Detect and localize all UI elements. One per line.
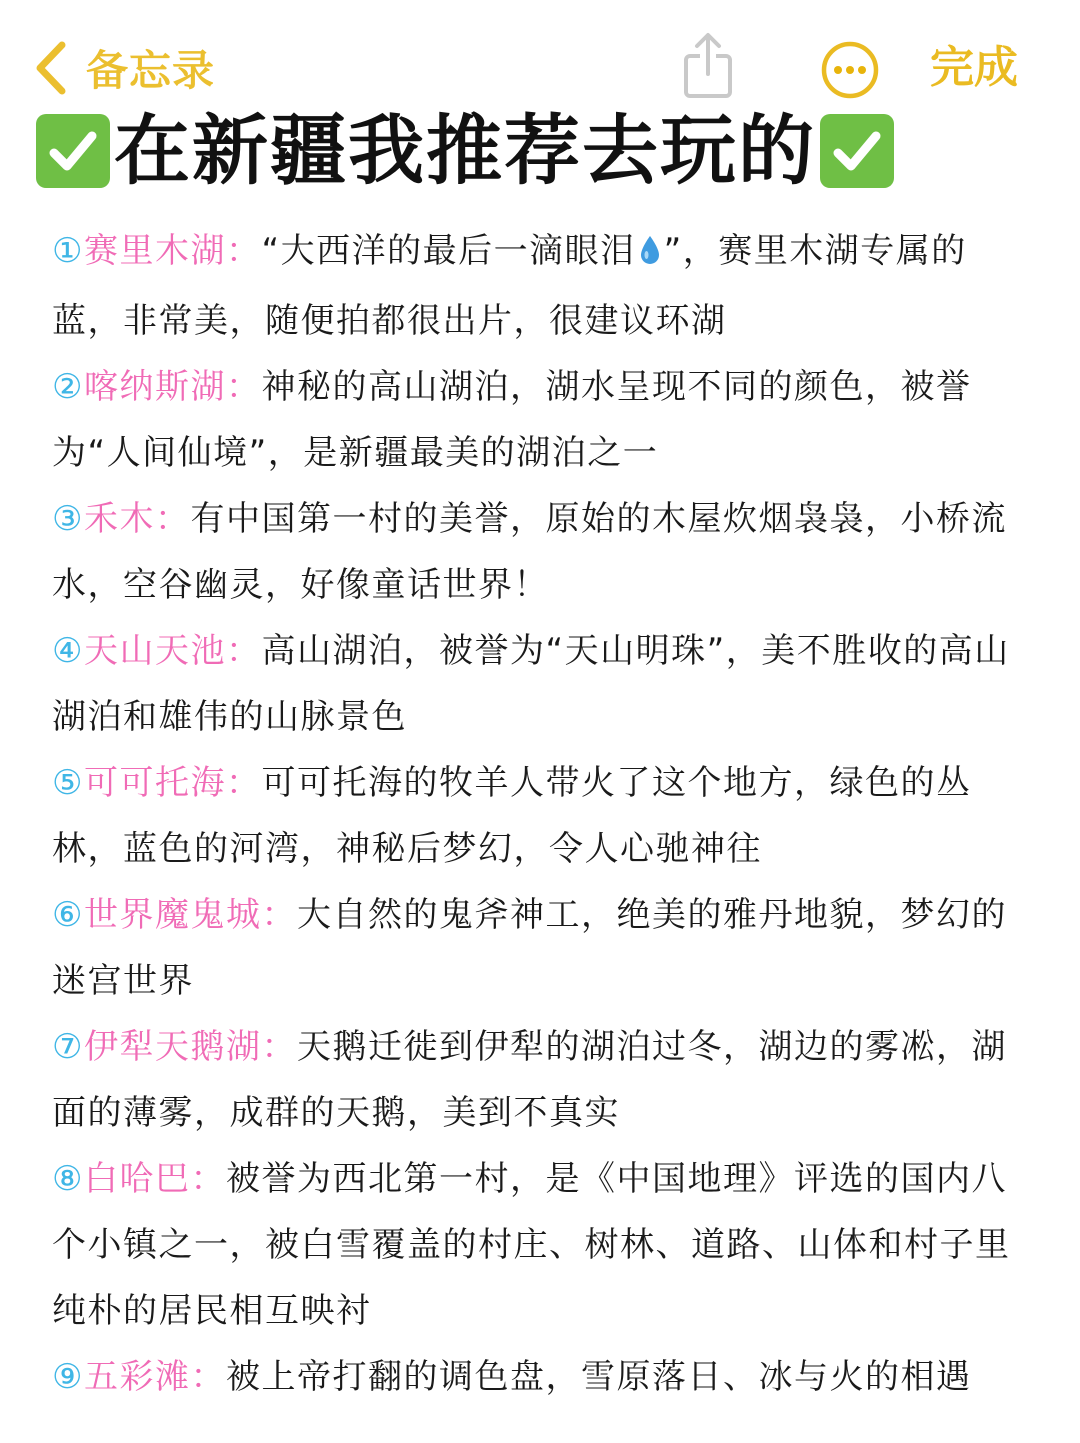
item-text: 可可托海的牧羊人带火了这个地方，绿色的丛林，蓝色的河湾，神秘后梦幻，令人心驰神往 bbox=[52, 763, 972, 869]
place-name: 禾木： bbox=[83, 499, 191, 539]
item-number: ② bbox=[52, 367, 84, 407]
item-text: 神秘的高山湖泊，湖水呈现不同的颜色，被誉为“人间仙境”，是新疆最美的湖泊之一 bbox=[52, 367, 972, 473]
item-number: ④ bbox=[52, 631, 84, 671]
item-text: “大西洋的最后一滴眼泪 bbox=[261, 231, 636, 271]
place-name: 世界魔鬼城： bbox=[83, 895, 297, 935]
place-name: 赛里木湖： bbox=[83, 231, 262, 271]
back-label: 备忘录 bbox=[86, 46, 216, 95]
item-number: ③ bbox=[52, 499, 84, 539]
water-drop-icon bbox=[638, 222, 662, 288]
item-text: 高山湖泊，被誉为“天山明珠”，美不胜收的高山湖泊和雄伟的山脉景色 bbox=[52, 631, 1010, 737]
place-name: 可可托海： bbox=[83, 763, 262, 803]
list-item bbox=[52, 1014, 1037, 1146]
navigation-bar bbox=[0, 0, 1080, 120]
more-options-button[interactable] bbox=[820, 40, 880, 100]
page-title: 在新疆我推荐去玩的 bbox=[114, 106, 816, 195]
item-text: 大自然的鬼斧神工，绝美的雅丹地貌，梦幻的迷宫世界 bbox=[52, 895, 1007, 1001]
item-text: 被誉为西北第一村，是《中国地理》评选的国内八个小镇之一，被白雪覆盖的村庄、树林、道路、山体和村子里纯朴的居民相互映衬 bbox=[52, 1159, 1011, 1331]
back-button[interactable] bbox=[34, 38, 215, 98]
done-button[interactable]: 完成 bbox=[930, 42, 1018, 93]
item-number: ① bbox=[52, 231, 84, 271]
item-text: 有中国第一村的美誉，原始的木屋炊烟袅袅，小桥流水，空谷幽灵，好像童话世界！ bbox=[52, 499, 1007, 605]
list-item bbox=[52, 618, 1037, 750]
item-text: ”，赛里木湖专属的蓝，非常美，随便拍都很出片，很建议环湖 bbox=[52, 231, 967, 341]
place-name: 白哈巴： bbox=[83, 1159, 226, 1199]
list-item bbox=[52, 486, 1037, 618]
list-item bbox=[52, 218, 1037, 354]
place-name: 天山天池： bbox=[83, 631, 262, 671]
note-body[interactable] bbox=[52, 218, 1037, 1410]
place-name: 五彩滩： bbox=[83, 1357, 226, 1397]
list-item bbox=[52, 1344, 1037, 1410]
item-text: 天鹅迁徙到伊犁的湖泊过冬，湖边的雾凇，湖面的薄雾，成群的天鹅，美到不真实 bbox=[52, 1027, 1007, 1133]
item-number: ⑥ bbox=[52, 895, 84, 935]
place-name: 喀纳斯湖： bbox=[83, 367, 262, 407]
more-icon bbox=[820, 40, 880, 100]
item-number: ⑦ bbox=[52, 1027, 84, 1067]
place-name: 伊犁天鹅湖： bbox=[83, 1027, 297, 1067]
item-text: 被上帝打翻的调色盘，雪原落日、冰与火的相遇 bbox=[225, 1357, 972, 1397]
share-icon bbox=[680, 30, 736, 100]
item-number: ⑤ bbox=[52, 763, 84, 803]
chevron-left-icon bbox=[34, 41, 68, 95]
check-mark-icon bbox=[820, 114, 894, 188]
list-item bbox=[52, 1146, 1037, 1344]
note-title bbox=[36, 108, 894, 194]
item-number: ⑧ bbox=[52, 1159, 84, 1199]
list-item bbox=[52, 882, 1037, 1014]
item-number: ⑨ bbox=[52, 1357, 84, 1397]
share-button[interactable] bbox=[680, 30, 736, 100]
check-mark-icon bbox=[36, 114, 110, 188]
list-item bbox=[52, 354, 1037, 486]
list-item bbox=[52, 750, 1037, 882]
